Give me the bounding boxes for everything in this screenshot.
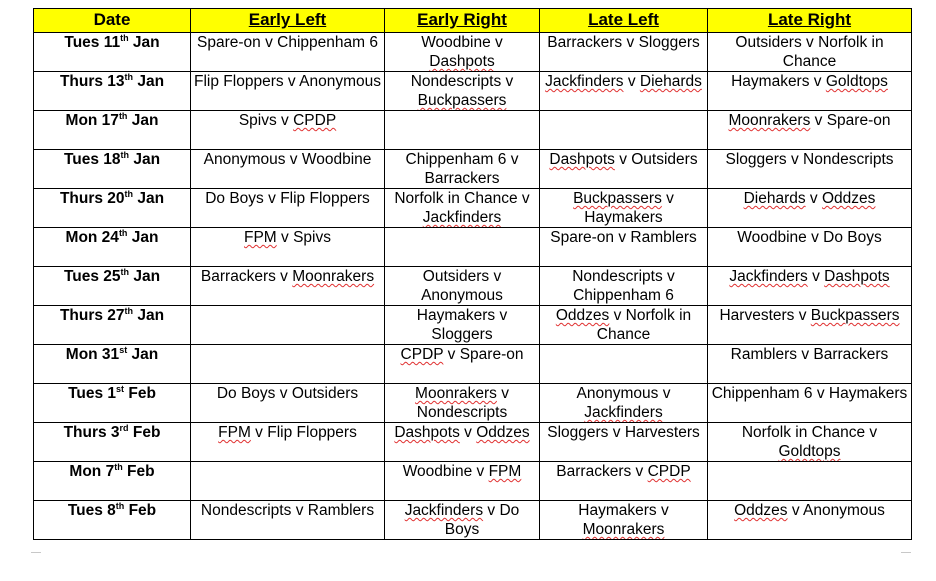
fixture-cell-late-left: Spare-on v Ramblers — [540, 228, 708, 267]
date-cell: Mon 24th Jan — [34, 228, 191, 267]
fixture-cell-late-right: Harvesters v Buckpassers — [708, 306, 912, 345]
table-row — [34, 306, 912, 345]
fixture-cell-early-right: Outsiders v Anonymous — [385, 267, 540, 306]
date-cell: Tues 8th Feb — [34, 501, 191, 540]
fixture-cell-late-right: Haymakers v Goldtops — [708, 72, 912, 111]
table-row — [34, 267, 912, 306]
fixture-cell-late-left: Buckpassers v Haymakers — [540, 189, 708, 228]
fixture-cell-early-right: Haymakers v Sloggers — [385, 306, 540, 345]
fixture-cell-early-right — [385, 228, 540, 267]
fixture-cell-early-left: FPM v Flip Floppers — [191, 423, 385, 462]
header-early-right: Early Right — [385, 9, 540, 33]
fixture-cell-early-right: Norfolk in Chance v Jackfinders — [385, 189, 540, 228]
fixture-cell-late-left: Barrackers v Sloggers — [540, 33, 708, 72]
fixture-cell-early-left — [191, 462, 385, 501]
date-cell: Tues 1st Feb — [34, 384, 191, 423]
fixture-cell-late-left: Anonymous v Jackfinders — [540, 384, 708, 423]
header-late-right: Late Right — [708, 9, 912, 33]
date-cell: Mon 17th Jan — [34, 111, 191, 150]
fixture-cell-early-right: Dashpots v Oddzes — [385, 423, 540, 462]
fixture-cell-early-left: Do Boys v Flip Floppers — [191, 189, 385, 228]
table-row — [34, 228, 912, 267]
fixture-cell-late-right: Oddzes v Anonymous — [708, 501, 912, 540]
date-cell: Thurs 3rd Feb — [34, 423, 191, 462]
fixture-cell-early-left: Flip Floppers v Anonymous — [191, 72, 385, 111]
header-date: Date — [34, 9, 191, 33]
table-row — [34, 501, 912, 540]
fixture-cell-late-right: Ramblers v Barrackers — [708, 345, 912, 384]
fixture-cell-early-right — [385, 111, 540, 150]
fixture-cell-late-right: Jackfinders v Dashpots — [708, 267, 912, 306]
table-row — [34, 72, 912, 111]
fixture-cell-late-left: Nondescripts v Chippenham 6 — [540, 267, 708, 306]
date-cell: Mon 31st Jan — [34, 345, 191, 384]
fixture-cell-late-right: Sloggers v Nondescripts — [708, 150, 912, 189]
page-margin-mark-right — [901, 552, 911, 553]
table-row — [34, 150, 912, 189]
fixture-cell-early-right: Jackfinders v Do Boys — [385, 501, 540, 540]
table-row — [34, 189, 912, 228]
header-row — [34, 9, 912, 33]
fixture-cell-late-left: Sloggers v Harvesters — [540, 423, 708, 462]
date-cell: Thurs 13th Jan — [34, 72, 191, 111]
fixture-cell-late-right: Diehards v Oddzes — [708, 189, 912, 228]
fixture-cell-early-right: CPDP v Spare-on — [385, 345, 540, 384]
fixture-cell-late-left: Barrackers v CPDP — [540, 462, 708, 501]
fixture-cell-early-left — [191, 306, 385, 345]
table-row — [34, 33, 912, 72]
fixture-cell-late-right — [708, 462, 912, 501]
fixture-cell-early-left: Barrackers v Moonrakers — [191, 267, 385, 306]
fixture-cell-late-right: Chippenham 6 v Haymakers — [708, 384, 912, 423]
table-row — [34, 462, 912, 501]
header-early-left: Early Left — [191, 9, 385, 33]
fixture-cell-late-right: Outsiders v Norfolk in Chance — [708, 33, 912, 72]
fixture-cell-late-right: Norfolk in Chance v Goldtops — [708, 423, 912, 462]
fixture-cell-late-left: Oddzes v Norfolk in Chance — [540, 306, 708, 345]
fixture-cell-late-left — [540, 345, 708, 384]
fixture-cell-early-left: Nondescripts v Ramblers — [191, 501, 385, 540]
schedule-body — [34, 33, 912, 540]
page-margin-mark-left — [31, 552, 41, 553]
fixture-cell-early-right: Moonrakers v Nondescripts — [385, 384, 540, 423]
fixture-cell-early-left: Do Boys v Outsiders — [191, 384, 385, 423]
table-row — [34, 384, 912, 423]
fixture-cell-early-right: Chippenham 6 v Barrackers — [385, 150, 540, 189]
fixture-cell-early-left: FPM v Spivs — [191, 228, 385, 267]
fixture-cell-early-left — [191, 345, 385, 384]
date-cell: Thurs 20th Jan — [34, 189, 191, 228]
table-row — [34, 345, 912, 384]
fixture-cell-late-left: Jackfinders v Diehards — [540, 72, 708, 111]
fixture-cell-late-left: Dashpots v Outsiders — [540, 150, 708, 189]
date-cell: Thurs 27th Jan — [34, 306, 191, 345]
fixture-cell-early-left: Spivs v CPDP — [191, 111, 385, 150]
fixture-cell-early-right: Woodbine v Dashpots — [385, 33, 540, 72]
fixture-cell-early-left: Anonymous v Woodbine — [191, 150, 385, 189]
fixture-cell-early-right: Nondescripts v Buckpassers — [385, 72, 540, 111]
fixture-cell-late-left: Haymakers v Moonrakers — [540, 501, 708, 540]
date-cell: Tues 11th Jan — [34, 33, 191, 72]
header-late-left: Late Left — [540, 9, 708, 33]
fixture-schedule-table — [33, 8, 912, 540]
fixture-cell-late-left — [540, 111, 708, 150]
date-cell: Tues 18th Jan — [34, 150, 191, 189]
date-cell: Mon 7th Feb — [34, 462, 191, 501]
fixture-cell-late-right: Woodbine v Do Boys — [708, 228, 912, 267]
date-cell: Tues 25th Jan — [34, 267, 191, 306]
table-row — [34, 111, 912, 150]
fixture-cell-early-right: Woodbine v FPM — [385, 462, 540, 501]
table-row — [34, 423, 912, 462]
fixture-cell-late-right: Moonrakers v Spare-on — [708, 111, 912, 150]
fixture-cell-early-left: Spare-on v Chippenham 6 — [191, 33, 385, 72]
